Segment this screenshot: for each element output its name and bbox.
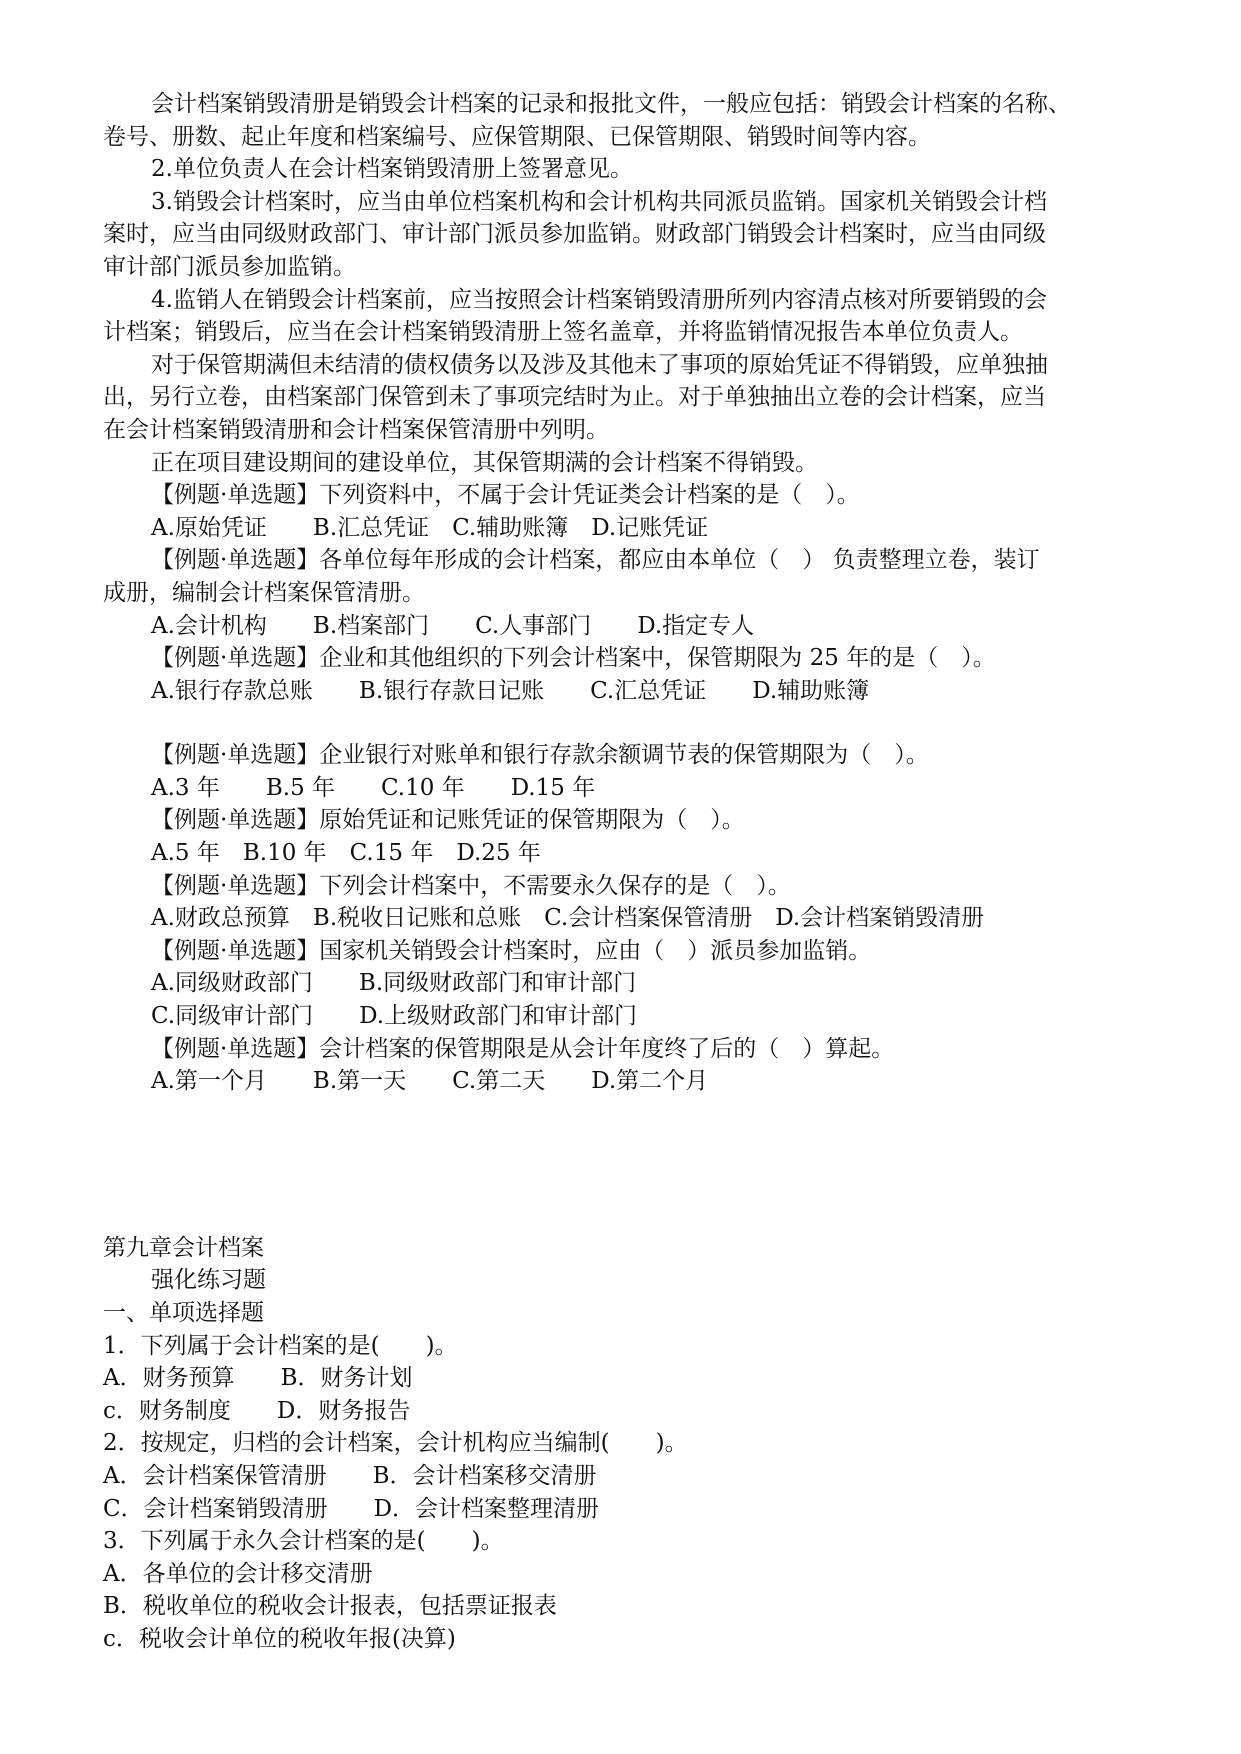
spacer — [103, 707, 1143, 739]
document-page — [103, 88, 1143, 1656]
text-line: 【例题·单选题】国家机关销毁会计档案时，应由（ ）派员参加监销。 — [151, 937, 872, 964]
text-line: 【例题·单选题】原始凭证和记账凭证的保管期限为（ ）。 — [151, 807, 745, 834]
text-line: 在会计档案销毁清册和会计档案保管清册中列明。 — [103, 416, 609, 443]
text-line: 4.监销人在销毁会计档案前，应当按照会计档案销毁清册所列内容清点核对所要销毁的会 — [151, 286, 1047, 313]
text-line: A.财政总预算 B.税收日记账和总账 C.会计档案保管清册 D.会计档案销毁清册 — [151, 905, 985, 932]
text-line: c．税收会计单位的税收年报(决算) — [103, 1625, 456, 1652]
text-line: 【例题·单选题】企业银行对账单和银行存款余额调节表的保管期限为（ ）。 — [151, 742, 929, 769]
text-line: 一、单项选择题 — [103, 1300, 264, 1326]
text-line: 【例题·单选题】企业和其他组织的下列会计档案中，保管期限为 25 年的是（ ）。 — [151, 645, 996, 672]
text-line: 卷号、册数、起止年度和档案编号、应保管期限、已保管期限、销毁时间等内容。 — [103, 123, 931, 150]
text-line: 成册，编制会计档案保管清册。 — [103, 579, 425, 606]
text-line: 正在项目建设期间的建设单位，其保管期满的会计档案不得销毁。 — [151, 449, 818, 476]
text-line: 会计档案销毁清册是销毁会计档案的记录和报批文件，一般应包括：销毁会计档案的名称、 — [151, 91, 1071, 117]
text-line: 审计部门派员参加监销。 — [103, 253, 356, 280]
section-example-questions — [103, 739, 1143, 1098]
text-line: 【例题·单选题】下列资料中，不属于会计凭证类会计档案的是（ ）。 — [151, 482, 860, 509]
text-line: A．财务预算 B．财务计划 — [103, 1365, 413, 1392]
text-line: B．税收单位的税收会计报表，包括票证报表 — [103, 1593, 557, 1620]
section-chapter-exercises — [103, 1232, 1143, 1656]
text-line: 计档案；销毁后，应当在会计档案销毁清册上签名盖章，并将监销情况报告本单位负责人。 — [103, 319, 1023, 346]
text-line: 第九章会计档案 — [103, 1234, 264, 1261]
text-line: 对于保管期满但未结清的债权债务以及涉及其他未了事项的原始凭证不得销毁，应单独抽 — [151, 351, 1048, 378]
text-line: A.5 年 B.10 年 C.15 年 D.25 年 — [151, 840, 541, 867]
text-line: 3.销毁会计档案时，应当由单位档案机构和会计机构共同派员监销。国家机关销毁会计档 — [151, 188, 1047, 215]
text-line: A.同级财政部门 B.同级财政部门和审计部门 — [151, 970, 637, 997]
text-line: 1．下列属于会计档案的是( )。 — [103, 1332, 458, 1359]
text-line: A.会计机构 B.档案部门 C.人事部门 D.指定专人 — [151, 612, 755, 639]
text-line: A．各单位的会计移交清册 — [103, 1560, 373, 1587]
text-line: 【例题·单选题】各单位每年形成的会计档案，都应由本单位（ ） 负责整理立卷，装订 — [151, 547, 1040, 574]
text-line: 案时，应当由同级财政部门、审计部门派员参加监销。财政部门销毁会计档案时，应当由同级 — [103, 221, 1046, 248]
text-line: A．会计档案保管清册 B．会计档案移交清册 — [103, 1462, 597, 1489]
spacer — [103, 1098, 1143, 1232]
text-line: 2．按规定，归档的会计档案，会计机构应当编制( )。 — [103, 1430, 688, 1457]
text-line: A.第一个月 B.第一天 C.第二天 D.第二个月 — [151, 1068, 709, 1095]
text-line: 【例题·单选题】会计档案的保管期限是从会计年度终了后的（ ）算起。 — [151, 1035, 895, 1062]
text-line: 【例题·单选题】下列会计档案中，不需要永久保存的是（ ）。 — [151, 872, 791, 899]
text-line: 强化练习题 — [151, 1267, 266, 1294]
text-line: 出，另行立卷，由档案部门保管到未了事项完结时为止。对于单独抽出立卷的会计档案，应当 — [103, 384, 1046, 411]
text-line: A.原始凭证 B.汇总凭证 C.辅助账簿 D.记账凭证 — [151, 514, 709, 541]
text-line: A.3 年 B.5 年 C.10 年 D.15 年 — [151, 774, 596, 801]
text-line: C．会计档案销毁清册 D．会计档案整理清册 — [103, 1495, 600, 1522]
text-line: 3．下列属于永久会计档案的是( )。 — [103, 1528, 504, 1555]
text-line: 2.单位负责人在会计档案销毁清册上签署意见。 — [151, 156, 633, 183]
text-line: C.同级审计部门 D.上级财政部门和审计部门 — [151, 1003, 638, 1030]
text-line: A.银行存款总账 B.银行存款日记账 C.汇总凭证 D.辅助账簿 — [151, 677, 870, 704]
section-archive-destruction — [103, 88, 1143, 707]
text-line: c．财务制度 D．财务报告 — [103, 1397, 411, 1424]
